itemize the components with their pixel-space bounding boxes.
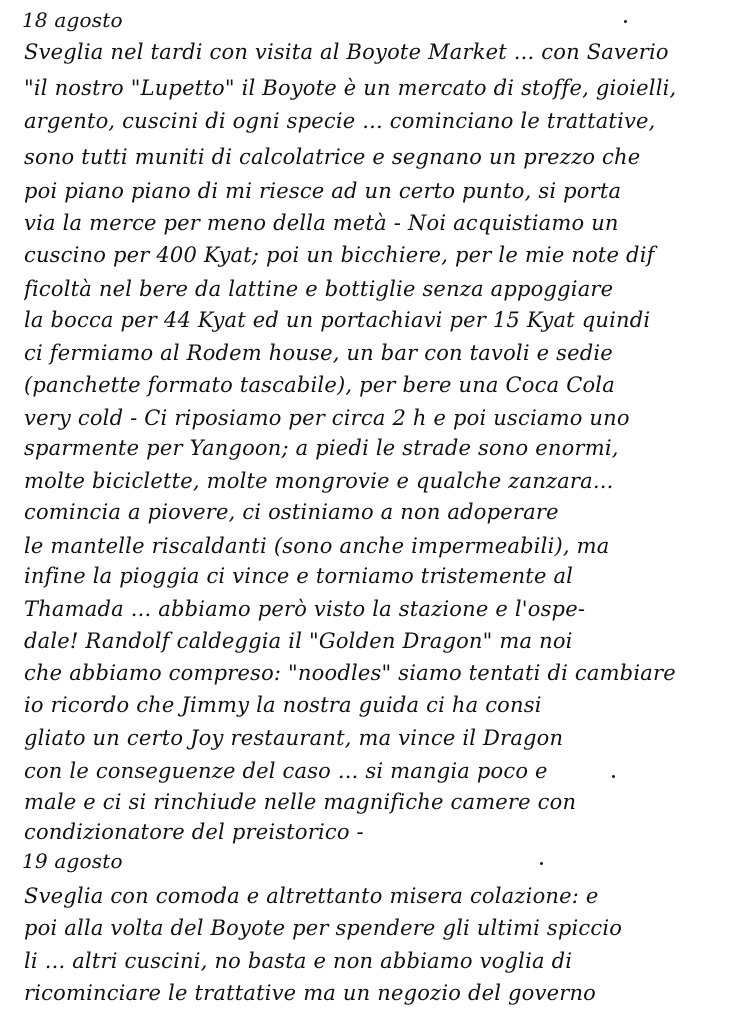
- diary-line: le mantelle riscaldanti (sono anche impermeabili), ma: [24, 534, 610, 558]
- diary-line: gliato un certo Joy restaurant, ma vince il Dragon: [24, 726, 564, 750]
- diary-line: infine la pioggia ci vince e torniamo tristemente al: [24, 564, 574, 588]
- diary-line: comincia a piovere, ci ostiniamo a non adoperare: [24, 500, 559, 524]
- diary-line: (panchette formato tascabile), per bere una Coca Cola: [24, 373, 615, 397]
- diary-line: poi alla volta del Boyote per spendere gli ultimi spiccio: [24, 916, 623, 940]
- diary-line: Sveglia con comoda e altrettanto misera colazione: e: [24, 884, 599, 908]
- diary-line: sono tutti muniti di calcolatrice e segnano un prezzo che: [24, 145, 641, 169]
- diary-line: io ricordo che Jimmy la nostra guida ci ha consi: [24, 693, 542, 717]
- diary-line: condizionatore del preistorico -: [24, 820, 364, 844]
- diary-line: Thamada ... abbiamo però visto la stazione e l'ospe-: [24, 597, 586, 621]
- diary-line: "il nostro "Lupetto" il Boyote è un mercato di stoffe, gioielli,: [24, 76, 677, 100]
- diary-line: ci fermiamo al Rodem house, un bar con tavoli e sedie: [24, 341, 613, 365]
- diary-line: argento, cuscini di ogni specie ... cominciano le trattative,: [24, 109, 656, 133]
- diary-line: li ... altri cuscini, no basta e non abbiamo voglia di: [24, 949, 573, 973]
- diary-line: con le conseguenze del caso ... si mangia poco e: [24, 759, 548, 783]
- diary-line: ricominciare le trattative ma un negozio del governo: [24, 981, 597, 1005]
- diary-line: la bocca per 44 Kyat ed un portachiavi per 15 Kyat quindi: [24, 308, 651, 332]
- diary-line: che abbiamo compreso: "noodles" siamo tentati di cambiare: [24, 661, 676, 685]
- scan-speck: [624, 20, 627, 23]
- diary-line: very cold - Ci riposiamo per circa 2 h e poi usciamo uno: [24, 406, 630, 430]
- diary-line: sparmente per Yangoon; a piedi le strade sono enormi,: [24, 436, 619, 460]
- diary-line: poi piano piano di mi riesce ad un certo punto, si porta: [24, 179, 622, 203]
- entry-date: 18 agosto: [22, 8, 123, 32]
- diary-line: dale! Randolf caldeggia il "Golden Dragon" ma noi: [24, 629, 573, 653]
- scan-speck: [612, 775, 615, 778]
- diary-line: cuscino per 400 Kyat; poi un bicchiere, per le mie note dif: [24, 243, 655, 267]
- entry-date: 19 agosto: [22, 849, 123, 873]
- scan-speck: [540, 862, 543, 865]
- diary-line: male e ci si rinchiude nelle magnifiche camere con: [24, 790, 577, 814]
- diary-line: Sveglia nel tardi con visita al Boyote Market ... con Saverio: [24, 40, 669, 64]
- diary-line: ficoltà nel bere da lattine e bottiglie senza appoggiare: [24, 277, 614, 301]
- diary-line: molte biciclette, molte mongrovie e qualche zanzara...: [24, 469, 614, 493]
- diary-line: via la merce per meno della metà - Noi acquistiamo un: [24, 211, 619, 235]
